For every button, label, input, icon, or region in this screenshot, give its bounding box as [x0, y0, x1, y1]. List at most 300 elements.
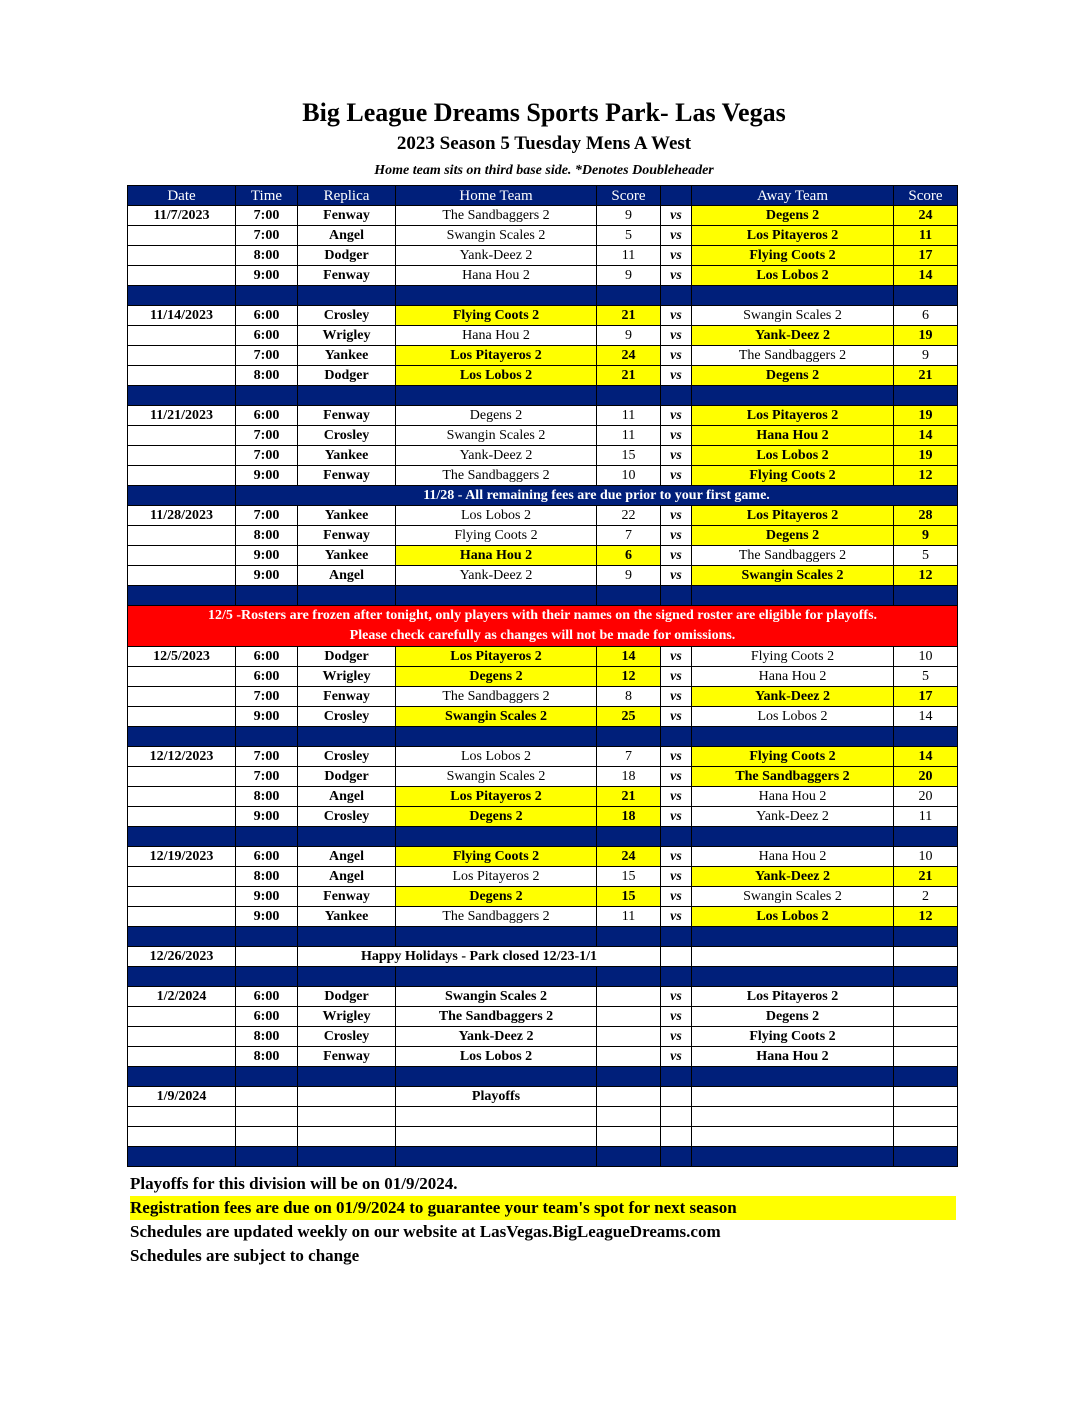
- game-row: [128, 987, 958, 1007]
- home-team: Yank-Deez 2: [396, 1027, 597, 1047]
- vs-label: vs: [661, 326, 692, 346]
- away-score: 19: [894, 406, 958, 426]
- home-score: 15: [597, 867, 661, 887]
- game-date: 12/26/2023: [128, 947, 236, 967]
- home-team: Los Pitayeros 2: [396, 787, 597, 807]
- home-team: Flying Coots 2: [396, 847, 597, 867]
- separator-cell: [692, 386, 894, 406]
- empty-cell: [396, 1127, 597, 1147]
- home-team: Swangin Scales 2: [396, 226, 597, 246]
- away-team: Flying Coots 2: [692, 647, 894, 667]
- away-score: 10: [894, 847, 958, 867]
- game-row: [128, 907, 958, 927]
- game-row: [128, 647, 958, 667]
- game-row: [128, 707, 958, 727]
- game-row: [128, 526, 958, 546]
- home-score: 22: [597, 506, 661, 526]
- away-score: 11: [894, 226, 958, 246]
- away-score: 19: [894, 446, 958, 466]
- separator-cell: [661, 386, 692, 406]
- home-score: 21: [597, 787, 661, 807]
- away-team: Yank-Deez 2: [692, 687, 894, 707]
- home-team: Yank-Deez 2: [396, 246, 597, 266]
- home-score: 8: [597, 687, 661, 707]
- away-score: 19: [894, 326, 958, 346]
- game-row: [128, 767, 958, 787]
- game-date: [128, 566, 236, 586]
- schedule-table: [127, 185, 958, 1167]
- separator-cell: [298, 386, 396, 406]
- vs-label: vs: [661, 346, 692, 366]
- away-team: Hana Hou 2: [692, 426, 894, 446]
- separator-cell: [597, 927, 661, 947]
- home-score: 14: [597, 647, 661, 667]
- empty-cell: [661, 1087, 692, 1107]
- field-replica: Fenway: [298, 266, 396, 286]
- game-time: 8:00: [236, 366, 298, 386]
- separator-cell: [128, 486, 236, 506]
- field-replica: Angel: [298, 226, 396, 246]
- game-row: [128, 306, 958, 326]
- vs-label: vs: [661, 226, 692, 246]
- separator-cell: [396, 386, 597, 406]
- away-team: Hana Hou 2: [692, 847, 894, 867]
- game-time: 8:00: [236, 246, 298, 266]
- home-team: Los Pitayeros 2: [396, 647, 597, 667]
- away-score: 14: [894, 426, 958, 446]
- empty-cell: [298, 1087, 396, 1107]
- season-subtitle: 2023 Season 5 Tuesday Mens A West: [396, 133, 692, 154]
- separator-cell: [597, 727, 661, 747]
- separator-cell: [894, 727, 958, 747]
- vs-label: vs: [661, 707, 692, 727]
- separator-cell: [298, 727, 396, 747]
- field-replica: Yankee: [298, 546, 396, 566]
- game-date: [128, 346, 236, 366]
- away-team: The Sandbaggers 2: [692, 546, 894, 566]
- separator-cell: [128, 386, 236, 406]
- separator-cell: [128, 586, 236, 606]
- game-row: [128, 426, 958, 446]
- vs-label: vs: [661, 406, 692, 426]
- page-title: Big League Dreams Sports Park- Las Vegas: [302, 98, 786, 127]
- field-replica: Dodger: [298, 366, 396, 386]
- col-header-away-team: Away Team: [692, 186, 894, 206]
- separator-cell: [236, 827, 298, 847]
- game-row: [128, 406, 958, 426]
- separator-cell: [128, 286, 236, 306]
- separator-cell: [894, 1147, 958, 1167]
- away-score: 24: [894, 206, 958, 226]
- home-team: The Sandbaggers 2: [396, 907, 597, 927]
- separator-cell: [661, 1067, 692, 1087]
- separator-cell: [597, 1067, 661, 1087]
- away-team: The Sandbaggers 2: [692, 346, 894, 366]
- vs-label: vs: [661, 366, 692, 386]
- away-score: 11: [894, 807, 958, 827]
- game-time: 6:00: [236, 326, 298, 346]
- vs-label: vs: [661, 667, 692, 687]
- away-team: Hana Hou 2: [692, 1047, 894, 1067]
- home-score: 18: [597, 767, 661, 787]
- away-team: Flying Coots 2: [692, 246, 894, 266]
- separator-cell: [396, 1147, 597, 1167]
- home-score: 15: [597, 446, 661, 466]
- vs-label: vs: [661, 546, 692, 566]
- empty-cell: [236, 947, 298, 967]
- separator-cell: [298, 586, 396, 606]
- field-replica: Yankee: [298, 506, 396, 526]
- separator-cell: [894, 927, 958, 947]
- field-replica: Crosley: [298, 1027, 396, 1047]
- home-team: Los Pitayeros 2: [396, 346, 597, 366]
- empty-cell: [236, 1107, 298, 1127]
- home-team: Swangin Scales 2: [396, 426, 597, 446]
- game-row: [128, 847, 958, 867]
- vs-label: vs: [661, 1047, 692, 1067]
- field-replica: Angel: [298, 787, 396, 807]
- game-date: [128, 707, 236, 727]
- away-team: Yank-Deez 2: [692, 867, 894, 887]
- separator-cell: [128, 1067, 236, 1087]
- separator-cell: [298, 286, 396, 306]
- separator-cell: [236, 286, 298, 306]
- game-row: [128, 266, 958, 286]
- separator-cell: [236, 586, 298, 606]
- separator-cell: [692, 927, 894, 947]
- field-replica: Fenway: [298, 466, 396, 486]
- away-score: 17: [894, 687, 958, 707]
- header-row: [128, 186, 958, 206]
- game-time: 7:00: [236, 206, 298, 226]
- game-date: [128, 667, 236, 687]
- empty-row: [128, 1127, 958, 1147]
- separator-cell: [661, 967, 692, 987]
- fee-notice-row: [128, 486, 958, 506]
- col-header-date: Date: [128, 186, 236, 206]
- game-row: [128, 346, 958, 366]
- vs-label: vs: [661, 907, 692, 927]
- separator-cell: [298, 827, 396, 847]
- away-score: 17: [894, 246, 958, 266]
- separator-cell: [396, 727, 597, 747]
- col-header-home-team: Home Team: [396, 186, 597, 206]
- schedule-body: [128, 206, 958, 1167]
- home-team: Los Lobos 2: [396, 366, 597, 386]
- footer-playoffs: Playoffs for this division will be on 01/9/2024.: [130, 1174, 458, 1193]
- col-header-home-score: Score: [597, 186, 661, 206]
- game-date: [128, 867, 236, 887]
- game-row: [128, 1047, 958, 1067]
- field-replica: Fenway: [298, 206, 396, 226]
- home-score: 6: [597, 546, 661, 566]
- home-team: Los Pitayeros 2: [396, 867, 597, 887]
- empty-cell: [236, 1087, 298, 1107]
- game-time: 7:00: [236, 346, 298, 366]
- game-time: 9:00: [236, 466, 298, 486]
- empty-cell: [597, 1087, 661, 1107]
- week-separator: [128, 386, 958, 406]
- vs-label: vs: [661, 526, 692, 546]
- game-time: 7:00: [236, 426, 298, 446]
- separator-cell: [396, 286, 597, 306]
- away-score: 6: [894, 306, 958, 326]
- field-replica: Crosley: [298, 807, 396, 827]
- game-time: 8:00: [236, 867, 298, 887]
- home-team: Los Lobos 2: [396, 1047, 597, 1067]
- field-replica: Wrigley: [298, 326, 396, 346]
- game-time: 7:00: [236, 506, 298, 526]
- game-time: 6:00: [236, 406, 298, 426]
- home-team: Flying Coots 2: [396, 306, 597, 326]
- empty-cell: [298, 1107, 396, 1127]
- week-separator: [128, 927, 958, 947]
- separator-cell: [597, 827, 661, 847]
- away-score: [894, 987, 958, 1007]
- game-date: [128, 546, 236, 566]
- roster-alert: [128, 606, 958, 647]
- home-team: The Sandbaggers 2: [396, 687, 597, 707]
- home-score: 18: [597, 807, 661, 827]
- away-score: 10: [894, 647, 958, 667]
- away-team: Los Pitayeros 2: [692, 226, 894, 246]
- week-separator: [128, 967, 958, 987]
- field-replica: Angel: [298, 847, 396, 867]
- game-row: [128, 546, 958, 566]
- field-replica: Angel: [298, 566, 396, 586]
- separator-cell: [692, 727, 894, 747]
- separator-cell: [298, 1147, 396, 1167]
- away-team: The Sandbaggers 2: [692, 767, 894, 787]
- game-time: 6:00: [236, 847, 298, 867]
- vs-label: vs: [661, 506, 692, 526]
- home-score: 11: [597, 246, 661, 266]
- separator-cell: [661, 286, 692, 306]
- empty-cell: [236, 1127, 298, 1147]
- home-team: Degens 2: [396, 887, 597, 907]
- game-row: [128, 326, 958, 346]
- vs-label: vs: [661, 426, 692, 446]
- week-separator: [128, 286, 958, 306]
- separator-cell: [894, 827, 958, 847]
- game-time: 7:00: [236, 226, 298, 246]
- separator-cell: [236, 1147, 298, 1167]
- separator-cell: [597, 286, 661, 306]
- empty-cell: [597, 1127, 661, 1147]
- field-replica: Fenway: [298, 1047, 396, 1067]
- game-time: 7:00: [236, 767, 298, 787]
- away-team: Flying Coots 2: [692, 747, 894, 767]
- separator-cell: [692, 586, 894, 606]
- empty-cell: [894, 1087, 958, 1107]
- away-team: Flying Coots 2: [692, 466, 894, 486]
- game-date: [128, 1047, 236, 1067]
- game-time: 9:00: [236, 266, 298, 286]
- game-date: [128, 226, 236, 246]
- away-score: 20: [894, 767, 958, 787]
- empty-cell: [396, 1107, 597, 1127]
- game-time: 9:00: [236, 887, 298, 907]
- game-row: [128, 667, 958, 687]
- vs-label: vs: [661, 987, 692, 1007]
- game-date: [128, 466, 236, 486]
- game-date: [128, 326, 236, 346]
- game-row: [128, 246, 958, 266]
- away-score: 12: [894, 466, 958, 486]
- home-score: 9: [597, 566, 661, 586]
- separator-cell: [661, 827, 692, 847]
- empty-cell: [128, 1107, 236, 1127]
- separator-cell: [236, 386, 298, 406]
- separator-cell: [236, 967, 298, 987]
- game-row: [128, 446, 958, 466]
- home-score: 5: [597, 226, 661, 246]
- home-score: 25: [597, 707, 661, 727]
- away-score: 21: [894, 366, 958, 386]
- away-team: Los Lobos 2: [692, 266, 894, 286]
- away-team: Los Lobos 2: [692, 446, 894, 466]
- game-row: [128, 787, 958, 807]
- home-team: The Sandbaggers 2: [396, 206, 597, 226]
- separator-cell: [661, 1147, 692, 1167]
- home-score: [597, 987, 661, 1007]
- home-team: Degens 2: [396, 667, 597, 687]
- fee-notice: 11/28 - All remaining fees are due prior to your first game.: [236, 486, 958, 506]
- game-date: [128, 907, 236, 927]
- vs-label: vs: [661, 566, 692, 586]
- empty-cell: [692, 1087, 894, 1107]
- game-row: [128, 687, 958, 707]
- holiday-notice: Happy Holidays - Park closed 12/23-1/1: [298, 947, 661, 967]
- separator-cell: [128, 1147, 236, 1167]
- game-row: [128, 887, 958, 907]
- week-separator: [128, 586, 958, 606]
- vs-label: vs: [661, 206, 692, 226]
- separator-cell: [894, 386, 958, 406]
- home-score: 7: [597, 747, 661, 767]
- game-date: [128, 887, 236, 907]
- game-row: [128, 1007, 958, 1027]
- game-time: 8:00: [236, 787, 298, 807]
- away-team: Degens 2: [692, 366, 894, 386]
- home-team: Swangin Scales 2: [396, 767, 597, 787]
- home-score: 11: [597, 907, 661, 927]
- away-score: 21: [894, 867, 958, 887]
- game-date: [128, 1007, 236, 1027]
- away-score: 9: [894, 526, 958, 546]
- home-team: The Sandbaggers 2: [396, 466, 597, 486]
- home-team: Flying Coots 2: [396, 526, 597, 546]
- home-score: 9: [597, 266, 661, 286]
- separator-cell: [298, 967, 396, 987]
- roster-alert-line2: Please check carefully as changes will not be made for omissions.: [349, 628, 736, 643]
- empty-cell: [692, 1107, 894, 1127]
- separator-cell: [692, 967, 894, 987]
- home-score: 24: [597, 847, 661, 867]
- col-header-time: Time: [236, 186, 298, 206]
- away-team: Swangin Scales 2: [692, 306, 894, 326]
- home-team: Degens 2: [396, 406, 597, 426]
- game-time: 9:00: [236, 807, 298, 827]
- home-score: 9: [597, 206, 661, 226]
- game-time: 9:00: [236, 907, 298, 927]
- away-team: Yank-Deez 2: [692, 807, 894, 827]
- separator-cell: [396, 586, 597, 606]
- game-row: [128, 807, 958, 827]
- separator-cell: [894, 286, 958, 306]
- vs-label: vs: [661, 1027, 692, 1047]
- vs-label: vs: [661, 887, 692, 907]
- game-date: [128, 266, 236, 286]
- field-replica: Fenway: [298, 406, 396, 426]
- separator-cell: [894, 586, 958, 606]
- separator-cell: [692, 286, 894, 306]
- away-team: Los Lobos 2: [692, 707, 894, 727]
- empty-cell: [661, 947, 692, 967]
- empty-row: [128, 1107, 958, 1127]
- field-replica: Crosley: [298, 306, 396, 326]
- separator-cell: [597, 967, 661, 987]
- away-score: 12: [894, 907, 958, 927]
- home-score: 24: [597, 346, 661, 366]
- away-team: Swangin Scales 2: [692, 887, 894, 907]
- separator-cell: [236, 927, 298, 947]
- separator-cell: [128, 827, 236, 847]
- field-replica: Wrigley: [298, 1007, 396, 1027]
- field-replica: Wrigley: [298, 667, 396, 687]
- separator-cell: [597, 586, 661, 606]
- week-separator: [128, 827, 958, 847]
- vs-label: vs: [661, 867, 692, 887]
- away-team: Yank-Deez 2: [692, 326, 894, 346]
- game-time: 7:00: [236, 747, 298, 767]
- game-time: 6:00: [236, 1007, 298, 1027]
- home-score: 7: [597, 526, 661, 546]
- home-team: Los Lobos 2: [396, 506, 597, 526]
- empty-cell: [128, 1127, 236, 1147]
- game-date: [128, 787, 236, 807]
- game-row: [128, 206, 958, 226]
- empty-cell: [894, 1127, 958, 1147]
- vs-label: vs: [661, 847, 692, 867]
- home-team: Hana Hou 2: [396, 266, 597, 286]
- away-team: Degens 2: [692, 526, 894, 546]
- vs-label: vs: [661, 1007, 692, 1027]
- separator-cell: [597, 1147, 661, 1167]
- roster-alert-row: [128, 606, 958, 647]
- roster-alert-line1: 12/5 -Rosters are frozen after tonight, only players with their names on the signed roster are eligible for playoffs.: [207, 608, 878, 623]
- home-team: Swangin Scales 2: [396, 987, 597, 1007]
- game-date: [128, 687, 236, 707]
- separator-cell: [692, 1147, 894, 1167]
- home-team: Swangin Scales 2: [396, 707, 597, 727]
- separator-cell: [236, 727, 298, 747]
- home-score: [597, 1047, 661, 1067]
- away-score: 20: [894, 787, 958, 807]
- game-time: 8:00: [236, 1027, 298, 1047]
- game-date: 11/14/2023: [128, 306, 236, 326]
- separator-cell: [396, 827, 597, 847]
- vs-label: vs: [661, 767, 692, 787]
- game-date: [128, 1027, 236, 1047]
- separator-cell: [692, 1067, 894, 1087]
- game-time: 9:00: [236, 546, 298, 566]
- footer-registration: Registration fees are due on 01/9/2024 to guarantee your team's spot for next season: [130, 1196, 956, 1220]
- col-header-vs: [661, 186, 692, 206]
- game-time: 8:00: [236, 526, 298, 546]
- away-team: Degens 2: [692, 206, 894, 226]
- field-replica: Crosley: [298, 747, 396, 767]
